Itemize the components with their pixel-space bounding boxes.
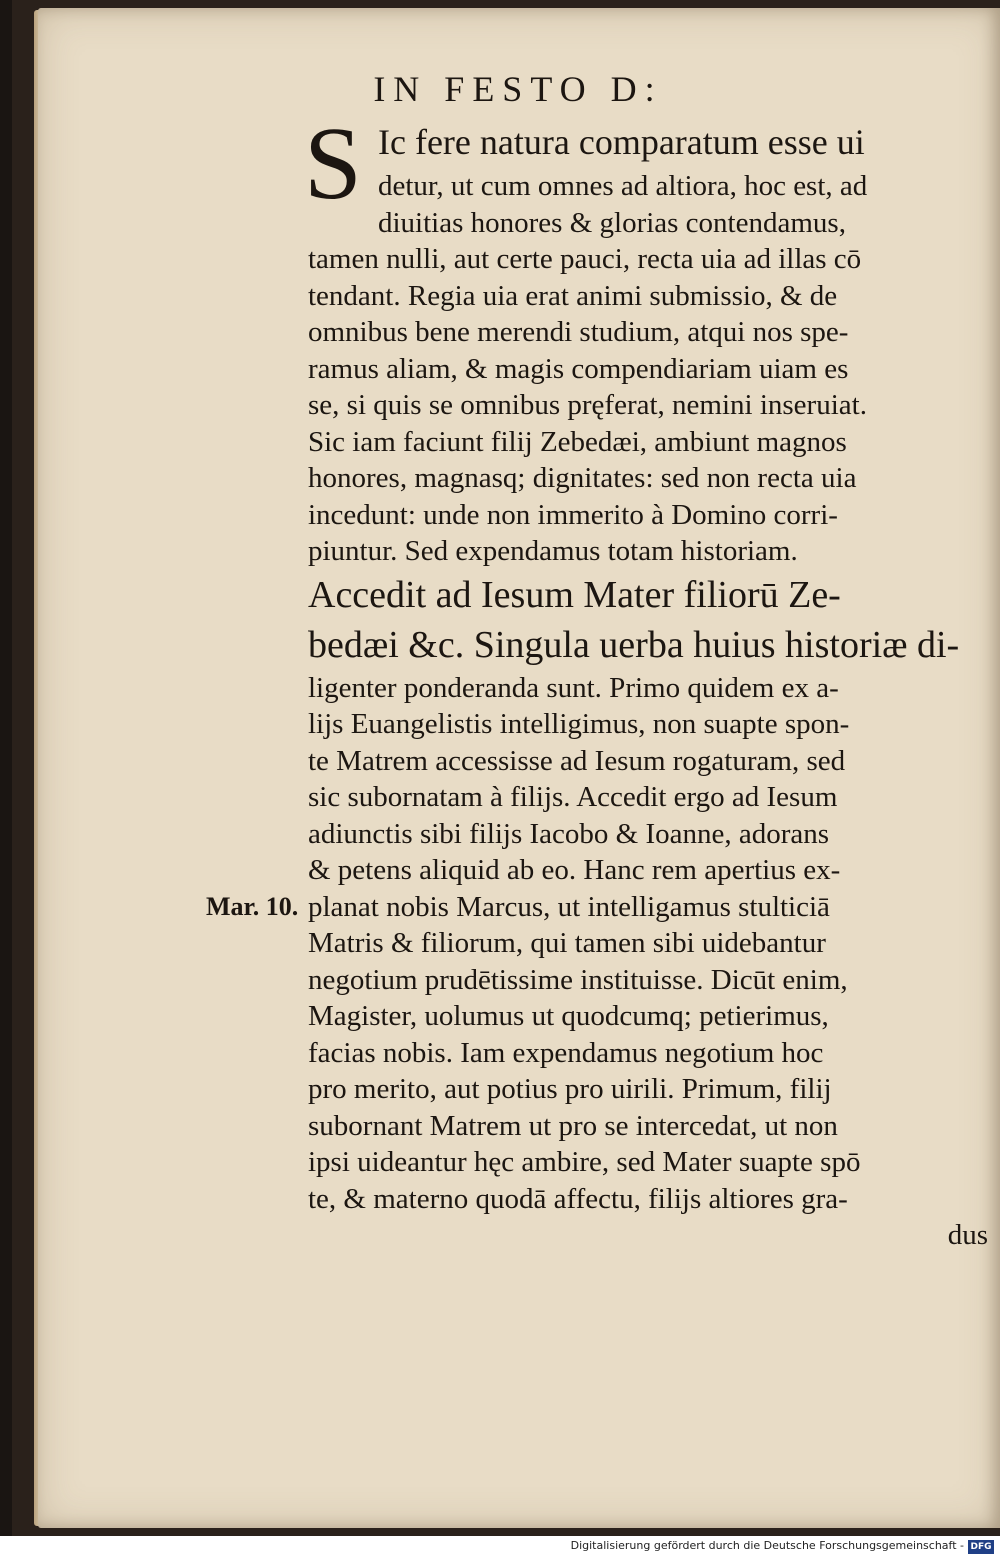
footer-bar [0,1536,1000,1558]
text-line: tendant. Regia uia erat animi submissio, & de [308,279,838,312]
text-line: incedunt: unde non immerito à Domino corri- [308,498,838,531]
lemma-line: bedæi &c. Singula uerba huius historiæ di- [308,623,960,666]
drop-capital: S [304,106,362,221]
text-line: lijs Euangelistis intelligimus, non suapte spon- [308,708,850,740]
text-line: pro merito, aut potius pro uirili. Primum, filij [308,1073,832,1105]
marginal-note: Mar. 10. [206,892,299,921]
text-line: adiunctis sibi filijs Iacobo & Ioanne, adorans [308,817,830,850]
text-line: detur, ut cum omnes ad altiora, hoc est, ad [378,170,868,202]
text-line: te, & materno quodā affectu, filijs altiores gra- [308,1182,848,1215]
text-line: Ic fere natura comparatum esse ui [378,122,865,162]
text-line: diuitias honores & glorias contendamus, [378,206,846,239]
running-head: IN FESTO D: [373,69,663,109]
text-line: negotium prudētissime instituisse. Dicūt enim, [308,963,848,996]
text-line: omnibus bene merendi studium, atqui nos spe- [308,316,849,348]
text-line: ramus aliam, & magis compendiariam uiam es [308,352,849,385]
text-line: & petens aliquid ab eo. Hanc rem apertius ex- [308,854,841,886]
text-line: ligenter ponderanda sunt. Primo quidem ex a- [308,671,839,704]
lemma-line: Accedit ad Iesum Mater filiorū Ze- [308,573,841,616]
text-line: se, si quis se omnibus pręferat, nemini inseruiat. [308,389,867,421]
text-line: Matris & filiorum, qui tamen sibi uidebantur [308,927,826,959]
page [38,8,1000,1528]
text-line: ipsi uideantur hęc ambire, sed Mater suapte spō [308,1146,861,1178]
text-line: piuntur. Sed expendamus totam historiam. [308,535,798,567]
footer-credit: Digitalisierung gefördert durch die Deutsche Forschungsgemeinschaft - [570,1539,964,1552]
text-line: sic subornatam à filijs. Accedit ergo ad Iesum [308,781,838,813]
catchword: dus [947,1219,988,1251]
text-line: honores, magnasq; dignitates: sed non recta uia [308,462,857,494]
book-spread [12,0,1000,1536]
text-line: Sic iam faciunt filij Zebedæi, ambiunt magnos [308,425,847,458]
text-line: planat nobis Marcus, ut intelligamus stulticiā [308,890,830,923]
text-block [304,106,998,1254]
text-line: te Matrem accessisse ad Iesum rogaturam, sed [308,744,846,777]
text-line: Magister, uolumus ut quodcumq; petierimus, [308,1000,829,1032]
text-line: tamen nulli, aut certe pauci, recta uia ad illas cō [308,243,862,275]
dfg-logo: DFG [968,1540,994,1554]
text-line: subornant Matrem ut pro se intercedat, ut non [308,1109,838,1142]
text-line: facias nobis. Iam expendamus negotium hoc [308,1036,824,1069]
